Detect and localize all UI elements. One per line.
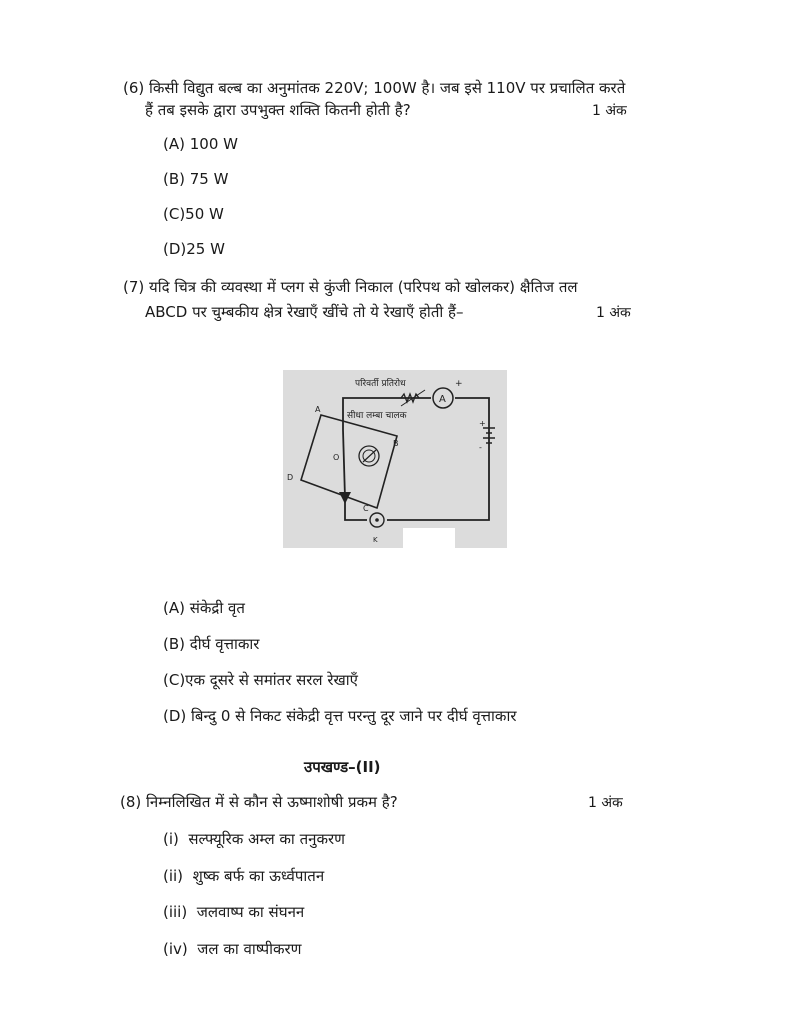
q7-text-line2: ABCD पर चुम्बकीय क्षेत्र रेखाएँ खींचे तो ये रेखाएँ होती हैं–: [145, 303, 464, 321]
q7-line1: [123, 277, 578, 297]
q7-option-b: (B) दीर्घ वृत्ताकार: [163, 635, 260, 653]
label-a: A: [315, 405, 321, 414]
q6-option-a: (A) 100 W: [163, 135, 238, 153]
ammeter-label: A: [439, 394, 446, 405]
label-c: C: [363, 504, 369, 513]
q8-option-ii: (ii) शुष्क बर्फ का ऊर्ध्वपातन: [163, 867, 325, 885]
q6-option-c: (C)50 W: [163, 205, 224, 223]
blank-patch: [403, 528, 455, 548]
q6-line1: [123, 78, 625, 98]
circuit-figure: [283, 370, 507, 548]
q6-option-b: (B) 75 W: [163, 170, 229, 188]
label-o: O: [333, 453, 340, 462]
label-b: B: [393, 439, 399, 448]
q8-option-iv: (iv) जल का वाष्पीकरण: [163, 940, 302, 958]
q7-option-c: (C)एक दूसरे से समांतर सरल रेखाएँ: [163, 671, 358, 689]
q8-option-i: (i) सल्फ्यूरिक अम्ल का तनुकरण: [163, 830, 345, 848]
label-k: K: [373, 536, 378, 544]
plug-key-dot: [375, 518, 379, 522]
label-d: D: [287, 473, 294, 482]
q8-number: (8): [120, 793, 142, 811]
battery-minus: -: [479, 443, 482, 452]
q7-marks: 1 अंक: [596, 305, 631, 321]
subsection-title: उपखण्ड–(II): [304, 758, 381, 776]
battery-plus: +: [479, 419, 486, 428]
label-straight-conductor: सीधा लम्बा चालक: [347, 411, 407, 421]
q6-text-line2: हैं तब इसके द्वारा उपभुक्त शक्ति कितनी होती है?: [145, 101, 411, 119]
label-variable-resistor: परिवर्ती प्रतिरोध: [355, 379, 406, 389]
q7-option-a: (A) संकेद्री वृत: [163, 599, 245, 617]
q6-number: (6): [123, 79, 145, 97]
q7-option-d: (D) बिन्दु 0 से निकट संकेद्री वृत्त परन्तु दूर जाने पर दीर्घ वृत्ताकार: [163, 707, 517, 725]
q8-text: निम्नलिखित में से कौन से ऊष्माशोषी प्रकम है?: [146, 793, 398, 811]
q7-text-line1: यदि चित्र की व्यवस्था में प्लग से कुंजी निकाल (परिपथ को खोलकर) क्षैतिज तल: [149, 278, 578, 296]
q8-option-iii: (iii) जलवाष्प का संघनन: [163, 903, 305, 921]
q6-option-d: (D)25 W: [163, 240, 225, 258]
circuit-diagram: [283, 370, 507, 548]
q8-marks: 1 अंक: [588, 795, 623, 811]
q6-text-line1: किसी विद्युत बल्ब का अनुमांतक 220V; 100W है। जब इसे 110V पर प्रचालित करते: [149, 79, 626, 97]
q7-number: (7): [123, 278, 145, 296]
q8-line: [120, 792, 398, 812]
q6-marks: 1 अंक: [592, 103, 627, 119]
conductor-line: [343, 430, 345, 498]
ammeter-plus: +: [455, 379, 463, 389]
